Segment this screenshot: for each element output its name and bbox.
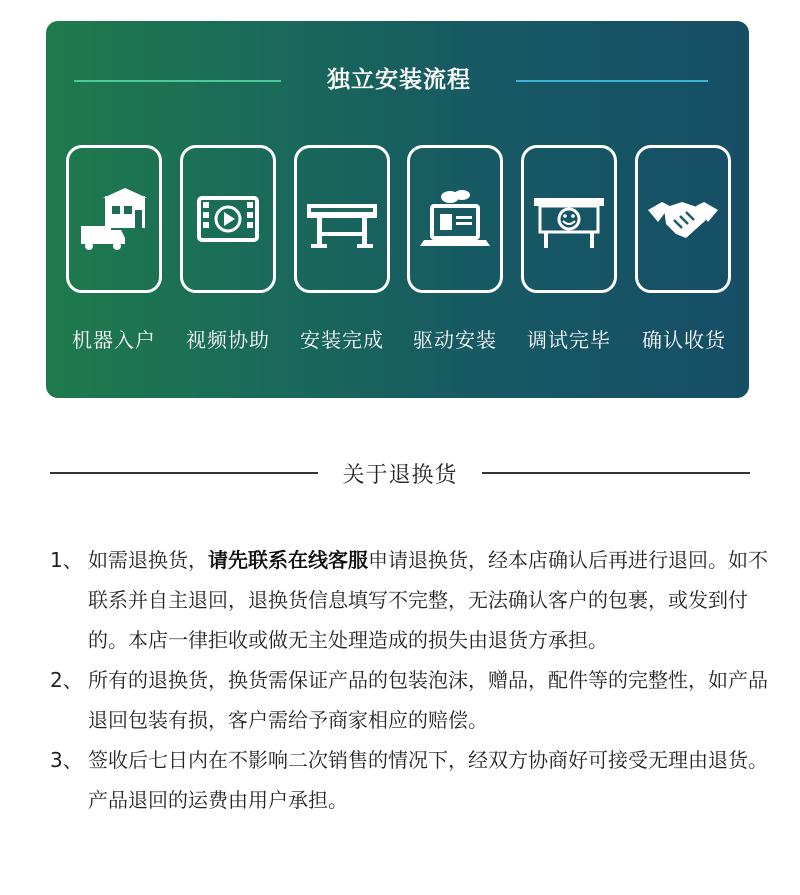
returns-policy-list <box>50 540 770 820</box>
printer-stand-icon <box>305 188 379 254</box>
step-card-2 <box>180 145 276 293</box>
step-label-4: 驱动安装 <box>413 328 497 352</box>
laptop-chat-icon <box>418 188 492 254</box>
policy-text: 所有的退换货，换货需保证产品的包装泡沫，赠品，配件等的完整性，如产品退回包装有损，客户需给予商家相应的赔偿。 <box>88 668 768 732</box>
policy-highlight: 请先联系在线客服 <box>208 548 368 572</box>
policy-item-number: 2、 <box>50 668 83 692</box>
policy-text: 如需退换货， <box>88 548 208 572</box>
policy-item-1 <box>50 540 770 660</box>
policy-item-number: 1、 <box>50 548 83 572</box>
step-card-4 <box>407 145 503 293</box>
video-player-icon <box>191 188 265 254</box>
install-process-panel <box>46 21 749 398</box>
step-card-5 <box>521 145 617 293</box>
policy-text: 申请退换货，经本店确认后再进行退回。如不联系并自主退回，退换货信息填写不完整，无法确认客户的包裹，或发到付的。本店一律拒收或做无主处理造成的损失由退货方承担。 <box>88 548 768 652</box>
printer-smile-icon <box>532 188 606 254</box>
step-label-3: 安装完成 <box>300 328 384 352</box>
section-divider-right <box>482 472 750 474</box>
step-card-1 <box>66 145 162 293</box>
policy-item-2 <box>50 660 770 740</box>
policy-text: 签收后七日内在不影响二次销售的情况下，经双方协商好可接受无理由退货。产品退回的运费由用户承担。 <box>88 748 768 812</box>
returns-section-title: 关于退换货 <box>342 463 458 488</box>
step-card-3 <box>294 145 390 293</box>
step-card-6 <box>635 145 731 293</box>
handshake-icon <box>646 188 720 254</box>
title-divider-left <box>74 80 281 82</box>
section-divider-left <box>50 472 318 474</box>
step-label-5: 调试完毕 <box>527 328 611 352</box>
policy-item-3 <box>50 740 770 820</box>
step-label-1: 机器入户 <box>72 328 156 352</box>
step-label-6: 确认收货 <box>642 328 726 352</box>
step-label-2: 视频协助 <box>186 328 270 352</box>
house-truck-icon <box>77 188 151 254</box>
policy-item-number: 3、 <box>50 748 83 772</box>
title-divider-right <box>516 80 708 82</box>
panel-title: 独立安装流程 <box>327 67 471 93</box>
